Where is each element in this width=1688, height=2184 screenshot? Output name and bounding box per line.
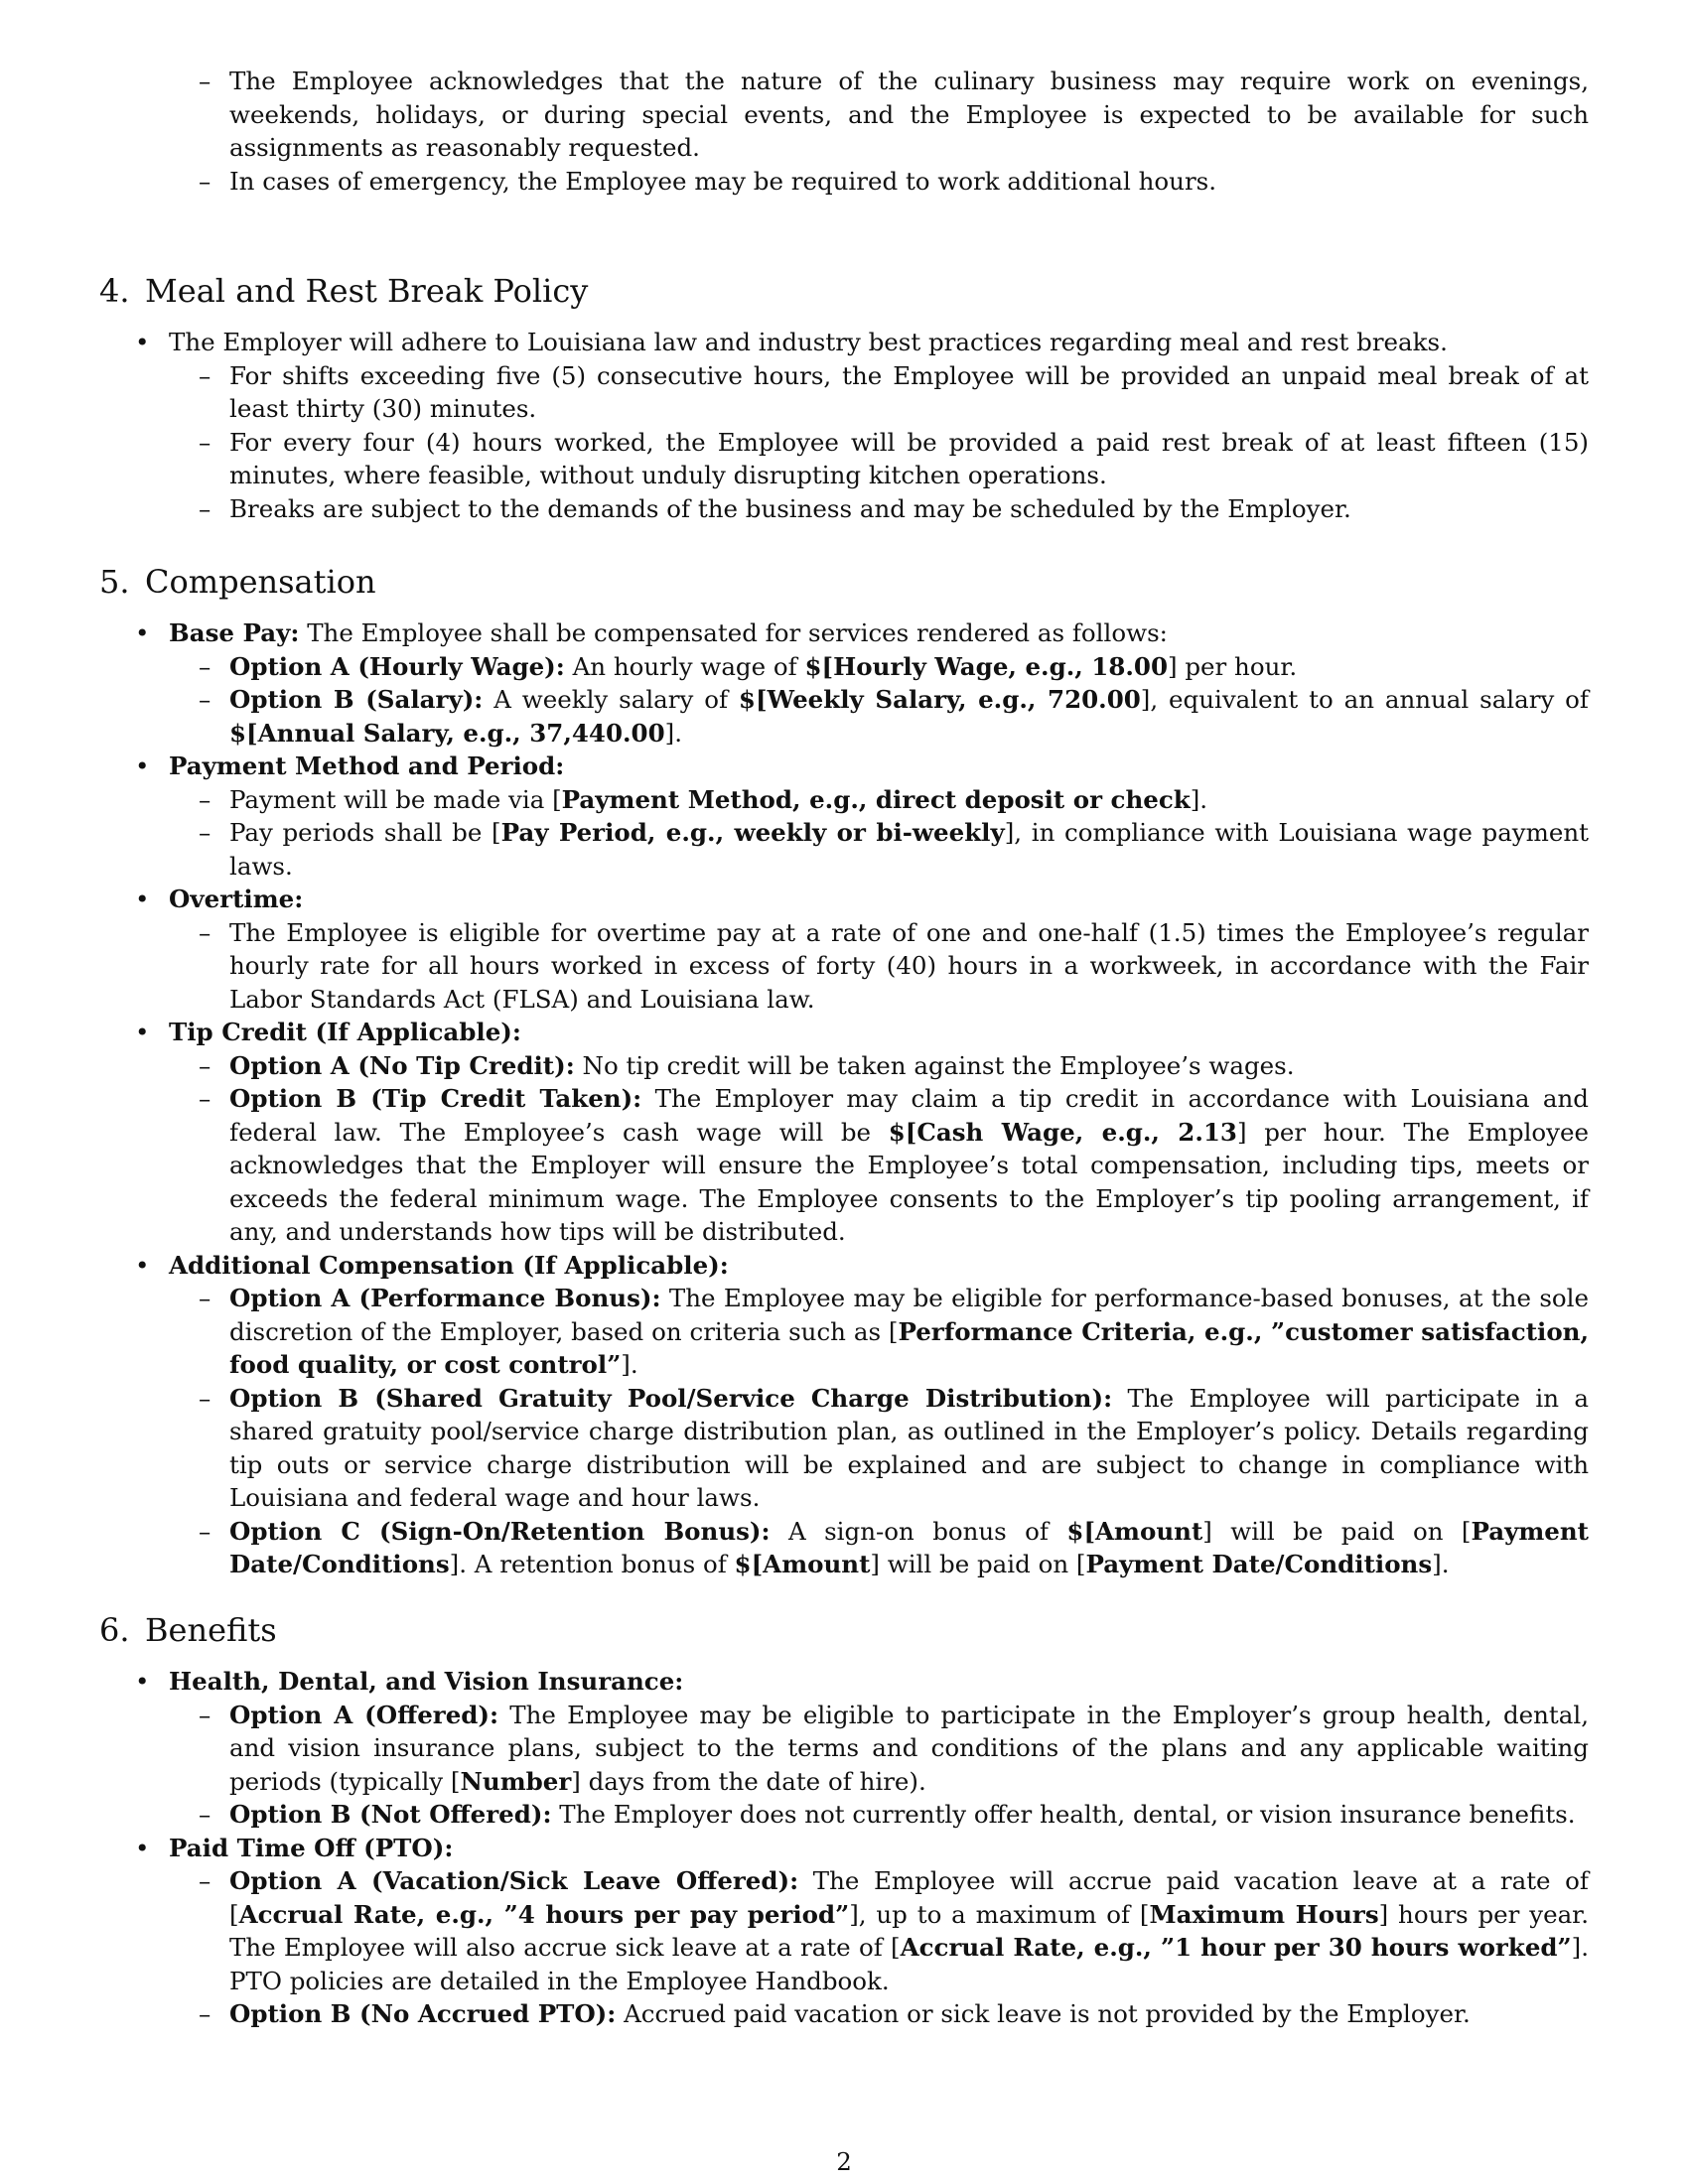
item-text: ], equivalent to an annual salary of: [1140, 685, 1589, 714]
item-text: The Employer does not currently offer health, dental, or vision insurance benefits.: [551, 1800, 1576, 1829]
item-text: Pay periods shall be [: [229, 818, 501, 847]
list-item: [99, 650, 1589, 684]
item-text: Payment will be made via [: [229, 784, 562, 814]
item-label: Paid Time Off (PTO):: [169, 1833, 454, 1862]
item-text: The Employer may claim a tip credit in accordance with Louisiana and federal law. The Employee’s cash wage will be: [229, 1084, 1589, 1147]
item-text: No tip credit will be taken against the Employee’s wages.: [574, 1050, 1295, 1080]
item-label: Payment Method and Period:: [169, 751, 565, 780]
continued-list: [99, 65, 1589, 198]
list-item: – For shifts exceeding five (5) consecutive hours, the Employee will be provided an unpaid meal break of at least thirty (30) minutes.: [99, 359, 1589, 426]
item-label: Additional Compensation (If Applicable):: [169, 1250, 729, 1280]
fill-in-field: Maximum Hours: [1149, 1899, 1379, 1929]
fill-in-field: Payment Date/Conditions: [229, 1516, 1589, 1578]
list-item: [99, 783, 1589, 817]
fill-in-field: Performance Criteria, e.g., ”customer satisfaction, food quality, or cost control”: [229, 1316, 1589, 1379]
fill-in-field: Payment Method, e.g., direct deposit or check: [561, 784, 1191, 814]
section-title: Meal and Rest Break Policy: [145, 272, 589, 310]
item-label: Option B (Tip Credit Taken):: [229, 1084, 642, 1113]
item-text: ] will be paid on [: [870, 1550, 1086, 1578]
item-text: ] per hour. The Employee acknowledges that the Employer will ensure the Employee’s total compensation, including tips, meets or exceeds the federal minimum wage. The Employee consents to the Employer’s tip pooling arrangement, if any, and understands how tips will be distributed.: [229, 1117, 1589, 1246]
item-label: Option B (Salary):: [229, 685, 484, 714]
page-number: 2: [836, 2147, 852, 2176]
list-item: [99, 1515, 1589, 1581]
item-text: A sign-on bonus of: [770, 1516, 1067, 1546]
item-text: ]. A retention bonus of: [449, 1550, 735, 1578]
section-heading-benefits: [99, 1610, 277, 1650]
item-label: Option C (Sign-On/Retention Bonus):: [229, 1516, 771, 1546]
item-label: Option A (Vacation/Sick Leave Offered):: [229, 1866, 799, 1895]
list-item: [99, 683, 1589, 750]
list-item: [99, 1016, 1589, 1049]
fill-in-field: Number: [460, 1766, 572, 1796]
list-item: [99, 1249, 1589, 1283]
item-text: ].: [1190, 784, 1208, 814]
list-item: [99, 1049, 1589, 1083]
list-item: [99, 1798, 1589, 1832]
item-text: ] will be paid on [: [1202, 1516, 1472, 1546]
list-item: [99, 616, 1589, 650]
item-label: Tip Credit (If Applicable):: [169, 1018, 521, 1046]
section-heading-compensation: [99, 562, 376, 602]
item-text: The Employee may be eligible for performance-based bonuses, at the sole discretion of the Employer, based on criteria such as [: [229, 1284, 1589, 1346]
item-text: Accrued paid vacation or sick leave is not provided by the Employer.: [616, 1999, 1471, 2028]
section-title: Compensation: [145, 563, 376, 601]
item-label: Base Pay:: [169, 618, 300, 647]
fill-in-field: Pay Period, e.g., weekly or bi-weekly: [500, 818, 1005, 847]
item-text: The Employee may be eligible to participate in the Employer’s group health, dental, and vision insurance plans, subject to the terms and conditions of the plans and any applicable waiting periods (typically [: [229, 1700, 1589, 1796]
list-item: [99, 1665, 1589, 1699]
list-item: [99, 1832, 1589, 1865]
item-label: Option B (Shared Gratuity Pool/Service Charge Distribution):: [229, 1383, 1113, 1413]
list-item: [99, 1282, 1589, 1382]
fill-in-field: $[Cash Wage, e.g., 2.13: [888, 1117, 1237, 1147]
item-text: The Employee shall be compensated for services rendered as follows:: [299, 618, 1168, 647]
list-item: [99, 816, 1589, 883]
list-item: [99, 1082, 1589, 1249]
item-text: The Employee will participate in a shared gratuity pool/service charge distribution plan, as outlined in the Employer’s policy. Details regarding tip outs or service charge distribution will be explained and are subject to change in compliance with Louisiana and federal wage and hour laws.: [229, 1383, 1589, 1512]
fill-in-field: $[Weekly Salary, e.g., 720.00: [738, 685, 1141, 714]
item-label: Option B (No Accrued PTO):: [229, 1999, 617, 2028]
list-item: – In cases of emergency, the Employee may be required to work additional hours.: [99, 165, 1589, 199]
list-item: – Breaks are subject to the demands of the business and may be scheduled by the Employer.: [99, 492, 1589, 526]
item-text: ].: [664, 718, 682, 748]
item-label: Overtime:: [169, 885, 304, 913]
item-text: An hourly wage of: [564, 651, 805, 681]
item-text: ] hours per year. The Employee will also accrue sick leave at a rate of [: [229, 1899, 1589, 1962]
list-item: [99, 1699, 1589, 1799]
item-text: ] days from the date of hire).: [571, 1766, 926, 1796]
fill-in-field: Payment Date/Conditions: [1085, 1550, 1433, 1578]
item-text: ], up to a maximum of [: [849, 1899, 1150, 1929]
item-text: ]. PTO policies are detailed in the Employee Handbook.: [229, 1933, 1589, 1995]
item-label: Option A (No Tip Credit):: [229, 1050, 575, 1080]
document-page: [99, 0, 1589, 2184]
list-item: – The Employee is eligible for overtime pay at a rate of one and one-half (1.5) times the Employee’s regular hourly rate for all hours worked in excess of forty (40) hours in a workweek, in accordance with the Fair Labor Standards Act (FLSA) and Louisiana law.: [99, 916, 1589, 1017]
fill-in-field: Accrual Rate, e.g., ”4 hours per pay period”: [238, 1899, 850, 1929]
fill-in-field: $[Annual Salary, e.g., 37,440.00: [229, 718, 665, 748]
section-compensation-body: [99, 616, 1589, 1581]
section-number: 4.: [99, 272, 130, 310]
list-item: – The Employee acknowledges that the nature of the culinary business may require work on evenings, weekends, holidays, or during special events, and the Employee is expected to be available for such assignments as reasonably requested.: [99, 65, 1589, 165]
item-text: A weekly salary of: [483, 685, 739, 714]
list-item: • The Employer will adhere to Louisiana law and industry best practices regarding meal and rest breaks.: [99, 326, 1589, 359]
section-number: 5.: [99, 563, 130, 601]
list-item: [99, 1997, 1589, 2031]
list-item: [99, 1382, 1589, 1515]
item-text: The Employee will accrue paid vacation leave at a rate of [: [229, 1866, 1589, 1929]
item-label: Option A (Performance Bonus):: [229, 1284, 661, 1312]
list-item: [99, 883, 1589, 916]
list-item: – For every four (4) hours worked, the Employee will be provided a paid rest break of at least fifteen (15) minutes, where feasible, without unduly disrupting kitchen operations.: [99, 426, 1589, 492]
section-heading-meal-rest: [99, 271, 588, 311]
item-text: ].: [1432, 1550, 1450, 1578]
item-text: ], in compliance with Louisiana wage payment laws.: [229, 818, 1590, 881]
section-meal-rest-body: [99, 326, 1589, 525]
section-title: Benefits: [145, 1611, 277, 1649]
item-label: Option A (Hourly Wage):: [229, 651, 565, 681]
fill-in-field: $[Hourly Wage, e.g., 18.00: [804, 651, 1169, 681]
fill-in-field: $[Amount: [734, 1550, 871, 1578]
list-item: [99, 1864, 1589, 1997]
list-item: [99, 750, 1589, 783]
fill-in-field: $[Amount: [1066, 1516, 1203, 1546]
section-number: 6.: [99, 1611, 130, 1649]
section-benefits-body: [99, 1665, 1589, 2031]
item-label: Option B (Not Offered):: [229, 1800, 552, 1829]
item-text: ].: [621, 1350, 638, 1379]
fill-in-field: Accrual Rate, e.g., ”1 hour per 30 hours worked”: [900, 1933, 1572, 1962]
item-text: ] per hour.: [1168, 651, 1298, 681]
item-label: Health, Dental, and Vision Insurance:: [169, 1667, 684, 1696]
item-label: Option A (Offered):: [229, 1700, 499, 1729]
